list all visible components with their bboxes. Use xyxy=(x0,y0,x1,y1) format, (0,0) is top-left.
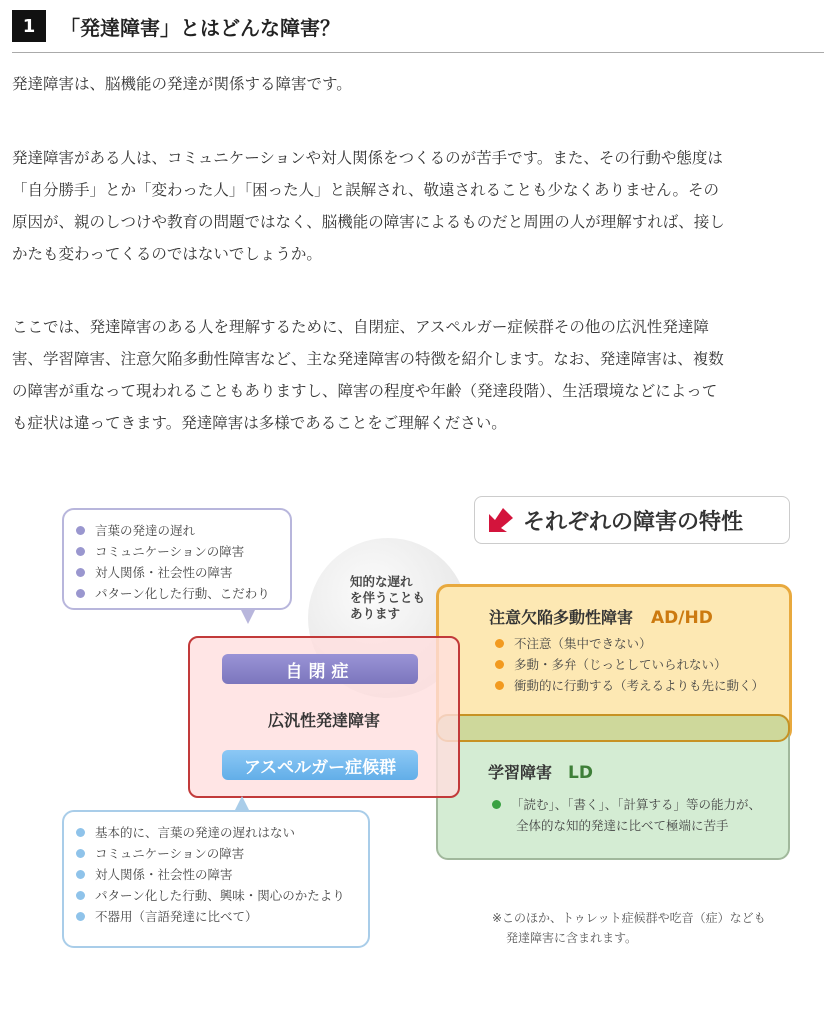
text-line: かたも変わってくるのではないでしょうか。 xyxy=(12,245,322,263)
text-line: の障害が重なって現われることもありますし、障害の程度や年齢（発達段階）、生活環境などによって xyxy=(12,382,718,400)
paragraph-intro xyxy=(12,68,824,100)
paragraph-description xyxy=(12,142,824,270)
bullet-icon xyxy=(495,639,504,648)
list-item: コミュニケーションの障害 xyxy=(76,843,368,864)
text-line: 害、学習障害、注意欠陥多動性障害など、主な発達障害の特徴を紹介します。なお、発達障害は、複数 xyxy=(12,350,724,368)
list-item: 対人関係・社会性の障害 xyxy=(76,864,368,885)
callout-tail xyxy=(240,608,256,624)
list-item: 基本的に、言葉の発達の遅れはない xyxy=(76,822,368,843)
list-item: パターン化した行動、こだわり xyxy=(76,583,290,604)
section-title: 「発達障害」とはどんな障害？ xyxy=(60,15,340,40)
heading-divider xyxy=(12,52,824,53)
text-line: 発達障害は、脳機能の発達が関係する障害です。 xyxy=(12,75,352,93)
pdd-box xyxy=(188,636,460,798)
list-item: 対人関係・社会性の障害 xyxy=(76,562,290,583)
text-line: ここでは、発達障害のある人を理解するために、自閉症、アスペルガー症候群その他の広汎性発達障 xyxy=(12,318,709,336)
bullet-icon xyxy=(76,568,85,577)
autism-traits-callout xyxy=(62,508,292,610)
footnote: ※このほか、トゥレット症候群や吃音（症）なども 発達障害に含まれます。 xyxy=(492,911,766,945)
bullet-icon xyxy=(76,589,85,598)
bullet-icon xyxy=(76,547,85,556)
disorder-characteristics-diagram xyxy=(0,470,824,970)
bullet-icon xyxy=(76,849,85,858)
pdd-label: 広汎性発達障害 xyxy=(267,711,380,730)
list-item: 多動・多弁（じっとしていられない） xyxy=(495,654,764,675)
adhd-heading: 注意欠陥多動性障害 AD/HD xyxy=(489,608,713,628)
bullet-icon xyxy=(76,870,85,879)
callout-tail xyxy=(234,796,250,812)
section-heading xyxy=(12,10,340,42)
adhd-ld-overlap xyxy=(436,714,790,742)
text-line: 「自分勝手」とか「変わった人」「困った人」と誤解され、敬遠されることも少なくありません。その xyxy=(12,181,719,199)
list-item: パターン化した行動、興味・関心のかたより xyxy=(76,885,368,906)
ld-description: 「読む」、「書く」、「計算する」等の能力が、 全体的な知的発達に比べて極端に苦手 xyxy=(492,794,761,836)
list-item: 言葉の発達の遅れ xyxy=(76,520,290,541)
bullet-icon xyxy=(492,800,501,809)
intellectual-delay-note: 知的な遅れ を伴うことも あります xyxy=(350,574,426,621)
bullet-icon xyxy=(495,681,504,690)
list-item: 不注意（集中できない） xyxy=(495,633,764,654)
text-line: も症状は違ってきます。発達障害は多様であることをご理解ください。 xyxy=(12,414,507,432)
bullet-icon xyxy=(76,526,85,535)
bullet-icon xyxy=(76,912,85,921)
diagram-title: それぞれの障害の特性 xyxy=(523,509,744,535)
bullet-icon xyxy=(76,891,85,900)
list-item: コミュニケーションの障害 xyxy=(76,541,290,562)
asperger-traits-callout xyxy=(62,810,370,948)
section-number-badge: 1 xyxy=(12,10,46,42)
asperger-label: アスペルガー症候群 xyxy=(222,750,418,780)
list-item: 不器用（言語発達に比べて） xyxy=(76,906,368,927)
arrow-down-left-icon xyxy=(487,506,515,534)
ld-heading: 学習障害 LD xyxy=(488,763,593,783)
list-item: 衝動的に行動する（考えるよりも先に動く） xyxy=(495,675,764,696)
text-line: 原因が、親のしつけや教育の問題ではなく、脳機能の障害によるものだと周囲の人が理解すれば、接し xyxy=(12,213,725,231)
autism-label: 自閉症 xyxy=(222,654,418,684)
bullet-icon xyxy=(76,828,85,837)
diagram-title-box xyxy=(474,496,790,544)
paragraph-overview xyxy=(12,311,824,439)
bullet-icon xyxy=(495,660,504,669)
text-line: 発達障害がある人は、コミュニケーションや対人関係をつくるのが苦手です。また、その行動や態度は xyxy=(12,149,723,167)
